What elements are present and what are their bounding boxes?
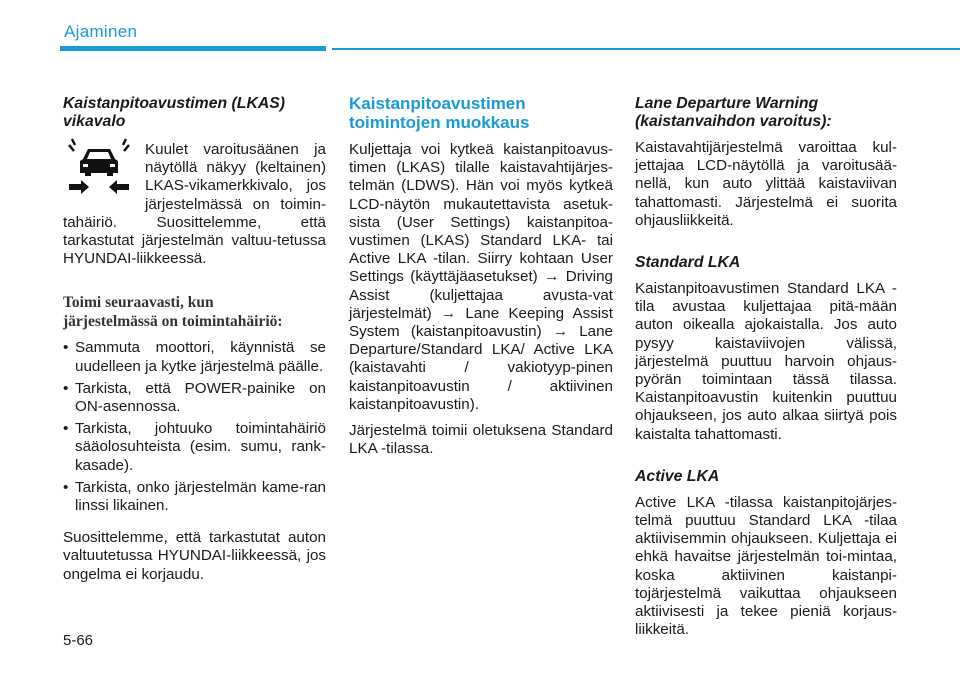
header-rule-thick <box>60 46 326 51</box>
list-item-text: Tarkista, onko järjestelmän kame-ran linssi likainen. <box>75 478 326 515</box>
heading-line: Kaistanpitoavustimen <box>349 94 526 113</box>
list-item <box>63 420 326 475</box>
heading-line: järjestelmässä on toimintahäiriö: <box>63 312 283 330</box>
list-item <box>63 339 326 375</box>
closing-text: Suosittelemme, että tarkastutat auton valtuutetussa HYUNDAI-liikkeessä, jos ongelma ei korjaudu. <box>63 529 326 583</box>
list-item-text: Sammuta moottori, käynnistä se uudelleen ja kytke järjestelmä päälle. <box>75 339 326 375</box>
lkas-malfunction-icon <box>63 137 135 197</box>
active-lka-heading: Active LKA <box>635 467 720 485</box>
column-middle <box>349 95 613 458</box>
page-number: 5-66 <box>63 632 94 649</box>
bullet-icon: • <box>63 478 69 496</box>
bullet-icon: • <box>63 420 69 438</box>
bullet-icon: • <box>63 379 69 397</box>
list-item <box>63 380 326 416</box>
standard-lka-text: Kaistanpitoavustimen Standard LKA -tila avustaa kuljettajaa pitä-mään auton oikealla ajokaistalla. Jos auto pysyy kaistaviivojen välissä, järjestelmä puuttuu harvoin ohjaus-pyörän toimintaan tässä tilassa. Kaistanpitoavustin kuitenkin puuttuu ohjaukseen, jos auto alkaa siirtyä pois kaistalta tahattomasti. <box>635 280 897 443</box>
car-lane-icon <box>63 137 135 197</box>
active-lka-text: Active LKA -tilassa kaistanpitojärjes-telmä puuttuu Standard LKA -tilaa aktiivisemmin ohjaukseen. Kuljettaja ei ehkä havaitse järjestelmän toi-mintaa, koska aktiivinen kaistanpi-tojärjestelmä vaikuttaa ohjaukseen aktiivisesti ja tekee pieniä korjaus-liikkeitä. <box>635 493 897 639</box>
heading-line: Toimi seuraavasti, kun <box>63 294 214 312</box>
heading-line: vikavalo <box>63 113 126 130</box>
heading-line: Kaistanpitoavustimen (LKAS) <box>63 95 286 112</box>
ldw-text: Kaistavahtijärjestelmä varoittaa kul-jettajaa LCD-näytöllä ja varoitusää-nellä, kun auto ylittää kaistaviivan tahattomasti. Järjestelmä ei suorita ohjausliikkeitä. <box>635 139 897 229</box>
settings-heading <box>349 95 613 132</box>
settings-text: Kuljettaja voi kytkeä kaistanpitoavus-timen (LKAS) tilalle kaistavahtijärjes-telmän (LDWS). Hän voi myös kytkeä LCD-näytön mukautettavista asetuk-sista (User Settings) kaistanpitoa-vustimen (LKAS) Standard LKA- tai Active LKA -tilan. Siirry kohtaan User Settings (käyttäjäasetukset) → Driving Assist (kuljettajaa avusta-vat järjestelmät) → Lane Keeping Assist System (kaistanpitoavustin) → Lane Departure/Standard LKA/ Active LKA (kaistavahti / vakiotyyp-pinen kaistanpitoavustin / aktiivinen kaistanpitoavustin). <box>349 141 613 413</box>
default-mode-text: Järjestelmä toimii oletuksena Standard LKA -tilassa. <box>349 422 613 458</box>
lkas-malfunction-text: Kuulet varoitusäänen ja näytöllä näkyy (keltainen) LKAS-vikamerkkivalo, jos järjestelmässä on toimin-tahäiriö. Suosittelemme, että tarkastutat järjestelmän valtuu-tetussa HYUNDAI-liikkeessä. <box>63 141 326 268</box>
list-item-text: Tarkista, johtuuko toimintahäiriö sääolosuhteista (esim. sumu, rank-kasade). <box>75 420 326 474</box>
todo-list <box>63 339 326 515</box>
heading-line: toimintojen muokkaus <box>349 112 530 132</box>
bullet-icon: • <box>63 339 69 357</box>
standard-lka-heading: Standard LKA <box>635 254 741 272</box>
ldw-heading <box>635 95 897 131</box>
heading-line: Lane Departure Warning <box>635 95 819 112</box>
section-title: Ajaminen <box>64 22 138 41</box>
column-right <box>635 95 897 639</box>
list-item-text: Tarkista, että POWER-painike on ON-asennossa. <box>75 379 326 416</box>
lkas-malfunction-heading <box>63 95 326 131</box>
list-item <box>63 479 326 515</box>
column-left <box>63 95 326 584</box>
header-rule-thin <box>332 48 960 50</box>
todo-heading <box>63 294 326 331</box>
heading-line: (kaistanvaihdon varoitus): <box>635 113 832 130</box>
